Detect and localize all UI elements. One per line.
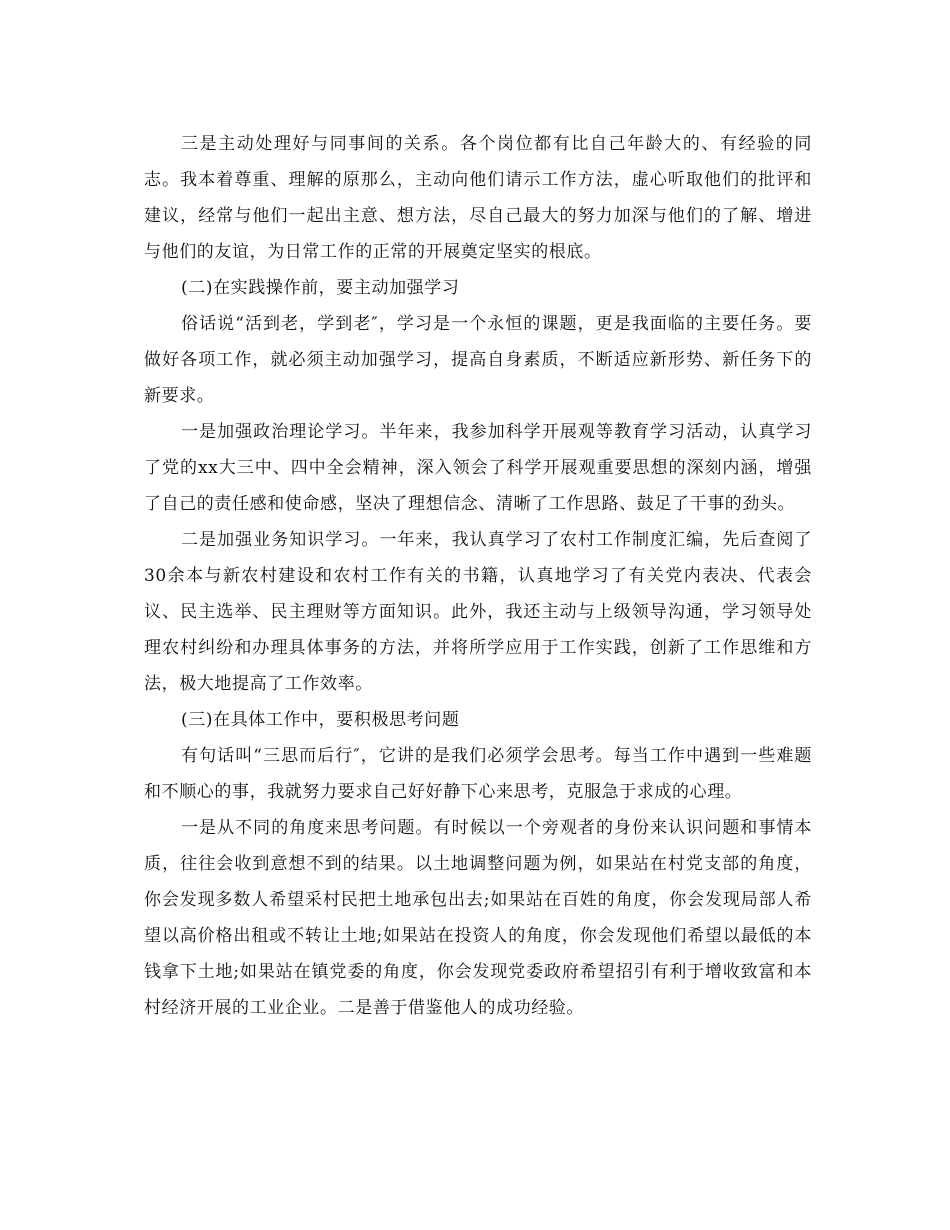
paragraph-lifelong-learning: 俗话说“活到老，学到老″，学习是一个永恒的课题，更是我面临的主要任务。要做好各项工作，就必须主动加强学习，提高自身素质，不断适应新形势、新任务下的新要求。 [144, 314, 812, 406]
paragraph-colleague-relations: 三是主动处理好与同事间的关系。各个岗位都有比自己年龄大的、有经验的同志。我本着尊重、理解的原那么，主动向他们请示工作方法，虚心听取他们的批评和建议，经常与他们一起出主意、想方法，尽自己最大的努力加深与他们的了解、增进与他们的友谊，为日常工作的正常的开展奠定坚实的根底。 [144, 134, 812, 262]
document-body [144, 126, 812, 1026]
paragraph-business-knowledge: 二是加强业务知识学习。一年来，我认真学习了农村工作制度汇编，先后查阅了30余本与新农村建设和农村工作有关的书籍，认真地学习了有关党内表决、代表会议、民主选举、民主理财等方面知识。此外，我还主动与上级领导沟通，学习领导处理农村纠纷和办理具体事务的方法，并将所学应用于工作实践，创新了工作思维和方法，极大地提高了工作效率。 [144, 530, 812, 694]
section-heading-two: (二)在实践操作前，要主动加强学习 [181, 278, 460, 298]
paragraph-think-before-act: 有句话叫“三思而后行″，它讲的是我们必须学会思考。每当工作中遇到一些难题和不顺心的事，我就努力要求自己好好静下心来思考，克服急于求成的心理。 [144, 746, 812, 802]
paragraph-different-angles: 一是从不同的角度来思考问题。有时候以一个旁观者的身份来认识问题和事情本质，往往会收到意想不到的结果。以土地调整问题为例，如果站在村党支部的角度，你会发现多数人希望采村民把土地承包出去;如果站在百姓的角度，你会发现局部人希望以高价格出租或不转让土地;如果站在投资人的角度，你会发现他们希望以最低的本钱拿下土地;如果站在镇党委的角度，你会发现党委政府希望招引有利于增收致富和本村经济开展的工业企业。二是善于借鉴他人的成功经验。 [144, 818, 812, 1018]
section-heading-three: (三)在具体工作中，要积极思考问题 [181, 710, 460, 730]
paragraph-political-theory: 一是加强政治理论学习。半年来，我参加科学开展观等教育学习活动，认真学习了党的xx大三中、四中全会精神，深入领会了科学开展观重要思想的深刻内涵，增强了自己的责任感和使命感，坚决了理想信念、清晰了工作思路、鼓足了干事的劲头。 [144, 422, 812, 514]
